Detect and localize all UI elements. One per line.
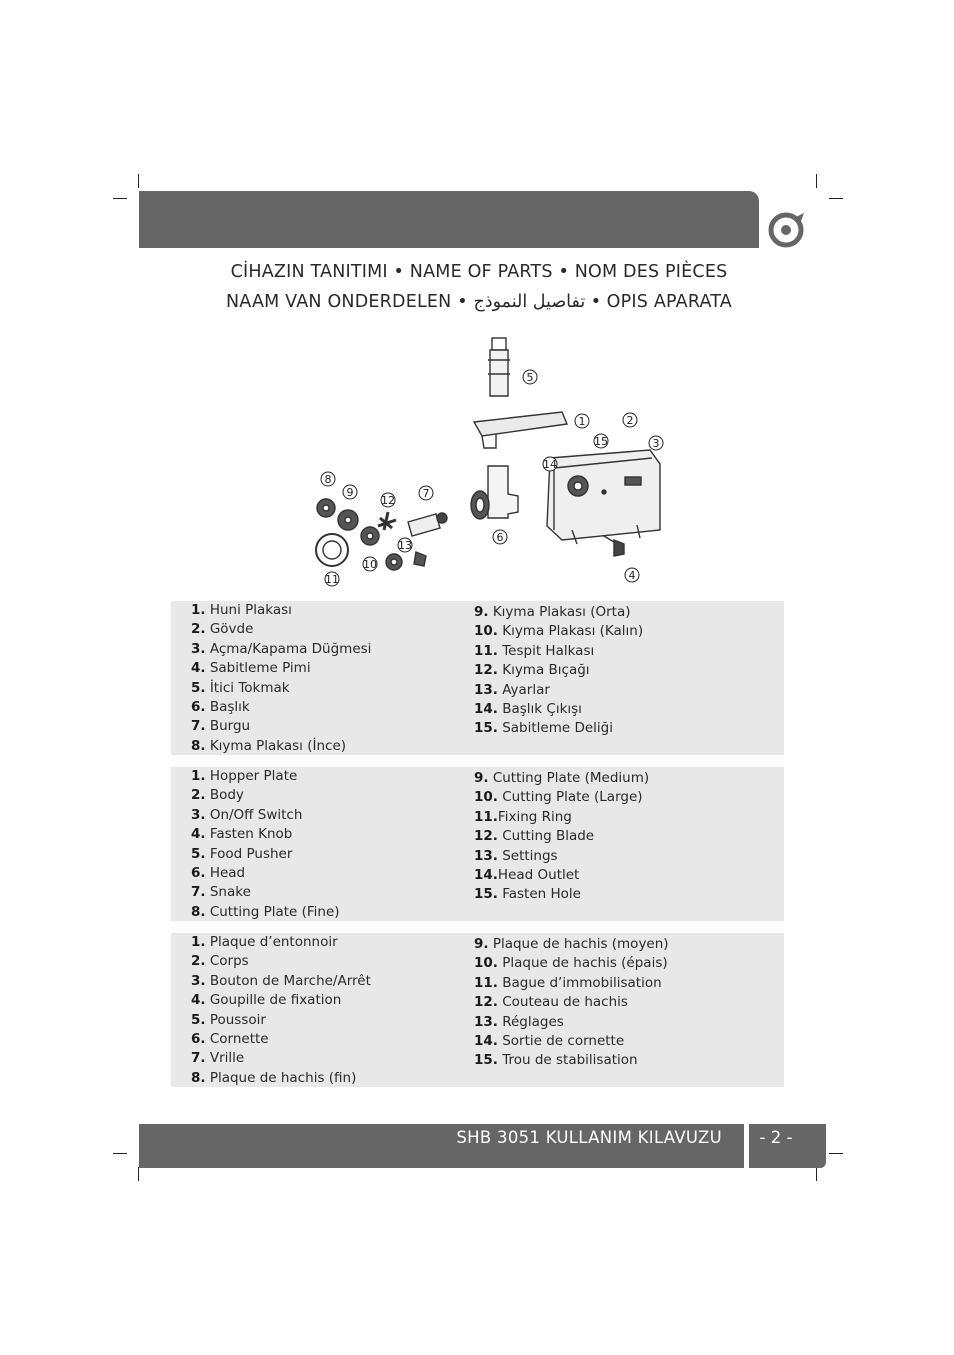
callout-15: 15 xyxy=(594,435,608,448)
parts-column-left xyxy=(191,601,371,756)
crop-mark xyxy=(829,198,843,199)
part-item: 1. Huni Plakası xyxy=(191,602,292,618)
part-item: 13. Settings xyxy=(474,847,558,864)
page-title-line-2: NAAM VAN ONDERDELEN • تفاصيل النموذج • OPIS APARATA xyxy=(226,292,732,312)
part-item: 13. Ayarlar xyxy=(474,681,550,698)
part-item: 1. Hopper Plate xyxy=(191,768,298,784)
part-item: 11.Fixing Ring xyxy=(474,808,572,825)
part-item: 5. Food Pusher xyxy=(191,845,293,862)
head xyxy=(488,466,518,518)
crop-mark xyxy=(138,174,139,188)
crop-mark xyxy=(113,1153,127,1154)
part-item: 4. Fasten Knob xyxy=(191,826,293,843)
part-item: 6. Head xyxy=(191,865,246,882)
parts-column-right xyxy=(474,603,643,739)
header-bar xyxy=(139,191,759,248)
food-pusher xyxy=(490,350,508,396)
callout-13: 13 xyxy=(398,539,412,552)
callout-5: 5 xyxy=(526,371,534,384)
crop-mark xyxy=(816,1167,817,1181)
crop-mark xyxy=(138,1167,139,1181)
callout-14: 14 xyxy=(543,458,557,471)
parts-table-turkish xyxy=(171,601,784,755)
part-item: 11. Bague d’immobilisation xyxy=(474,974,662,991)
part-item: 14. Başlık Çıkışı xyxy=(474,701,582,718)
part-item: 6. Başlık xyxy=(191,699,250,716)
brand-logo-icon xyxy=(768,211,806,249)
crop-mark xyxy=(113,198,127,199)
manual-title: SHB 3051 KULLANIM KILAVUZU xyxy=(456,1128,722,1147)
callout-4: 4 xyxy=(628,569,636,582)
part-item: 10. Cutting Plate (Large) xyxy=(474,789,643,806)
callout-11: 11 xyxy=(325,573,339,586)
part-item: 3. Bouton de Marche/Arrêt xyxy=(191,972,371,989)
callout-3: 3 xyxy=(652,437,660,450)
part-item: 8. Plaque de hachis (fin) xyxy=(191,1069,357,1086)
part-item: 15. Fasten Hole xyxy=(474,886,581,903)
switch xyxy=(625,477,641,485)
part-item: 8. Kıyma Plakası (İnce) xyxy=(191,737,347,754)
part-item: 9. Cutting Plate (Medium) xyxy=(474,770,650,786)
part-item: 9. Kıyma Plakası (Orta) xyxy=(474,604,631,620)
crop-mark xyxy=(829,1153,843,1154)
part-item: 10. Kıyma Plakası (Kalın) xyxy=(474,623,644,640)
part-item: 11. Tespit Halkası xyxy=(474,642,595,659)
callout-6: 6 xyxy=(496,531,504,544)
callout-9: 9 xyxy=(346,486,354,499)
parts-column-left xyxy=(191,767,340,922)
cutting-blade xyxy=(378,512,396,530)
parts-column-left xyxy=(191,933,371,1088)
part-item: 8. Cutting Plate (Fine) xyxy=(191,903,340,920)
callout-12: 12 xyxy=(381,494,395,507)
part-item: 15. Trou de stabilisation xyxy=(474,1052,638,1069)
part-item: 7. Snake xyxy=(191,884,251,901)
part-item: 13. Réglages xyxy=(474,1013,564,1030)
part-item: 9. Plaque de hachis (moyen) xyxy=(474,936,669,952)
fasten-hole xyxy=(602,490,606,494)
part-item: 6. Cornette xyxy=(191,1031,269,1048)
part-item: 3. On/Off Switch xyxy=(191,806,303,823)
part-item: 5. Poussoir xyxy=(191,1011,266,1028)
page-title-line-1: CİHAZIN TANITIMI • NAME OF PARTS • NOM DES PIÈCES xyxy=(230,262,728,282)
part-item: 15. Sabitleme Deliği xyxy=(474,720,614,737)
part-item: 2. Corps xyxy=(191,953,249,970)
callout-1: 1 xyxy=(578,415,586,428)
callout-10: 10 xyxy=(363,558,377,571)
callout-2: 2 xyxy=(626,414,634,427)
part-item: 2. Body xyxy=(191,787,244,804)
part-item: 12. Kıyma Bıçağı xyxy=(474,662,590,679)
food-pusher-top xyxy=(492,338,506,350)
page-number: - 2 - xyxy=(759,1128,793,1147)
part-item: 7. Burgu xyxy=(191,718,251,735)
part-item: 1. Plaque d’entonnoir xyxy=(191,934,338,950)
footer-bar xyxy=(139,1124,744,1168)
parts-column-right xyxy=(474,769,649,905)
part-item: 3. Açma/Kapama Düğmesi xyxy=(191,640,372,657)
crop-mark xyxy=(816,174,817,188)
page-number-box xyxy=(749,1124,826,1168)
parts-column-right xyxy=(474,935,669,1071)
part-item: 14. Sortie de cornette xyxy=(474,1033,625,1050)
part-item: 4. Goupille de fixation xyxy=(191,992,342,1009)
callout-8: 8 xyxy=(324,473,332,486)
part-item: 7. Vrille xyxy=(191,1050,245,1067)
part-item: 2. Gövde xyxy=(191,621,254,638)
hopper-plate xyxy=(474,412,567,436)
fasten-knob xyxy=(614,540,624,556)
part-item: 14.Head Outlet xyxy=(474,867,580,884)
part-item: 4. Sabitleme Pimi xyxy=(191,660,311,677)
parts-diagram xyxy=(292,330,692,592)
snake xyxy=(408,514,440,536)
part-item: 12. Cutting Blade xyxy=(474,828,595,845)
parts-table-english xyxy=(171,767,784,921)
part-item: 12. Couteau de hachis xyxy=(474,994,628,1011)
part-item: 5. İtici Tokmak xyxy=(191,679,290,696)
callout-7: 7 xyxy=(422,487,430,500)
parts-table-french xyxy=(171,933,784,1087)
part-item: 10. Plaque de hachis (épais) xyxy=(474,955,668,972)
